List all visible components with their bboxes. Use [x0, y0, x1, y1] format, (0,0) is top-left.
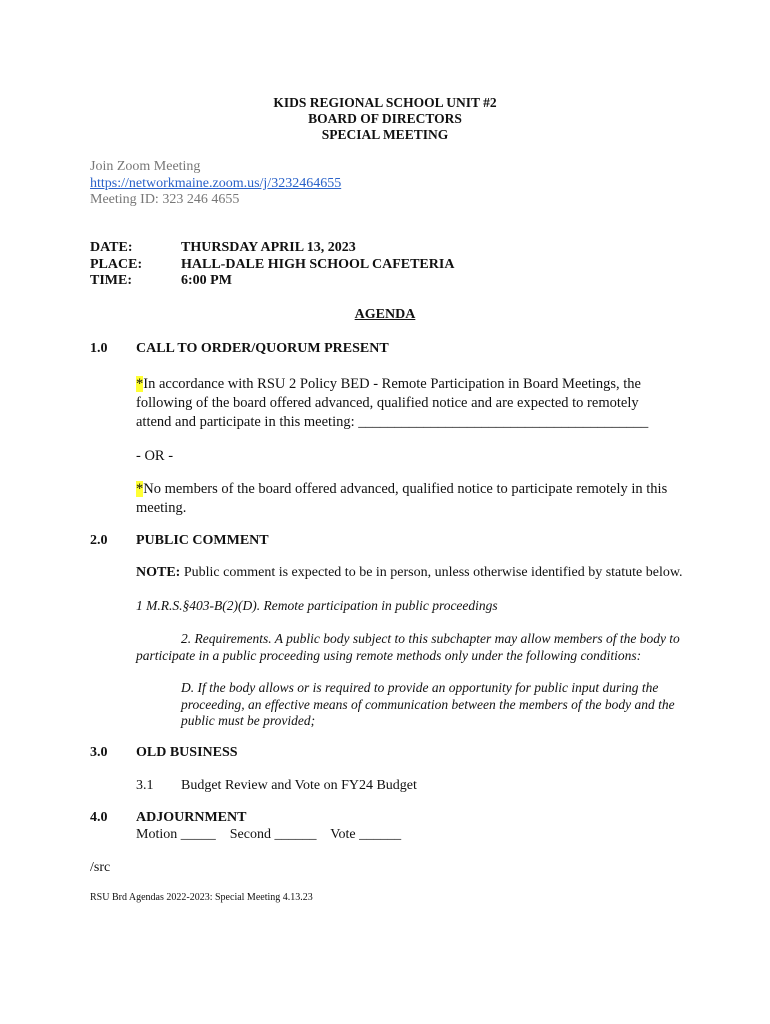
statute-citation: 1 M.R.S.§403-B(2)(D). Remote participation in public proceedings [136, 598, 498, 613]
zoom-meeting-id: Meeting ID: 323 246 4655 [90, 192, 240, 207]
highlighted-asterisk-2: * [136, 481, 144, 497]
remote-participation-text: In accordance with RSU 2 Policy BED - Remote Participation in Board Meetings, the following of the board offered advanced, qualified notice and are expected to remotely attend and participate in this meeting: ________________________________________ [136, 376, 649, 430]
note-label: NOTE: [136, 565, 181, 580]
agenda-title: AGENDA [354, 307, 416, 322]
header-line-1: KIDS REGIONAL SCHOOL UNIT #2 [273, 95, 497, 110]
time-label: TIME: [90, 273, 132, 288]
motion-vote-line: Motion _____ Second ______ Vote ______ [136, 827, 402, 842]
date-value: THURSDAY APRIL 13, 2023 [181, 240, 356, 255]
no-remote-paragraph [136, 480, 676, 518]
section-3-number: 3.0 [90, 745, 108, 760]
note-text: Public comment is expected to be in person, unless otherwise identified by statute below. [180, 565, 683, 580]
typist-initials: /src [90, 860, 111, 875]
date-label: DATE: [90, 240, 133, 255]
remote-participation-paragraph [136, 375, 676, 432]
section-3-title: OLD BUSINESS [136, 745, 238, 760]
time-value: 6:00 PM [181, 273, 232, 288]
requirements-paragraph: 2. Requirements. A public body subject to this subchapter may allow members of the body to participate in a public proceeding using remote methods only under the following conditions: [136, 631, 680, 663]
condition-d-paragraph: D. If the body allows or is required to provide an opportunity for public input during the proceeding, an effective means of communication between the members of the body and the public must be provided; [181, 680, 675, 728]
item-3-1-number: 3.1 [136, 778, 154, 793]
section-4-number: 4.0 [90, 810, 108, 825]
section-4-title: ADJOURNMENT [136, 810, 247, 825]
section-1-title: CALL TO ORDER/QUORUM PRESENT [136, 341, 389, 356]
or-separator: - OR - [136, 448, 174, 464]
public-comment-note [136, 565, 683, 581]
place-value: HALL-DALE HIGH SCHOOL CAFETERIA [181, 257, 455, 272]
section-1-number: 1.0 [90, 341, 108, 356]
header-line-3: SPECIAL MEETING [321, 127, 449, 142]
item-3-1-text: Budget Review and Vote on FY24 Budget [181, 778, 417, 793]
footer-text: RSU Brd Agendas 2022-2023: Special Meeting 4.13.23 [90, 892, 313, 903]
header-line-2: BOARD OF DIRECTORS [308, 111, 462, 126]
zoom-join-text: Join Zoom Meeting [90, 159, 201, 174]
no-remote-text: No members of the board offered advanced, qualified notice to participate remotely in this meeting. [136, 481, 668, 516]
section-2-title: PUBLIC COMMENT [136, 533, 269, 548]
section-2-number: 2.0 [90, 533, 108, 548]
place-label: PLACE: [90, 257, 143, 272]
zoom-meeting-link[interactable]: https://networkmaine.zoom.us/j/3232464655 [90, 176, 342, 191]
highlighted-asterisk: * [136, 376, 144, 392]
